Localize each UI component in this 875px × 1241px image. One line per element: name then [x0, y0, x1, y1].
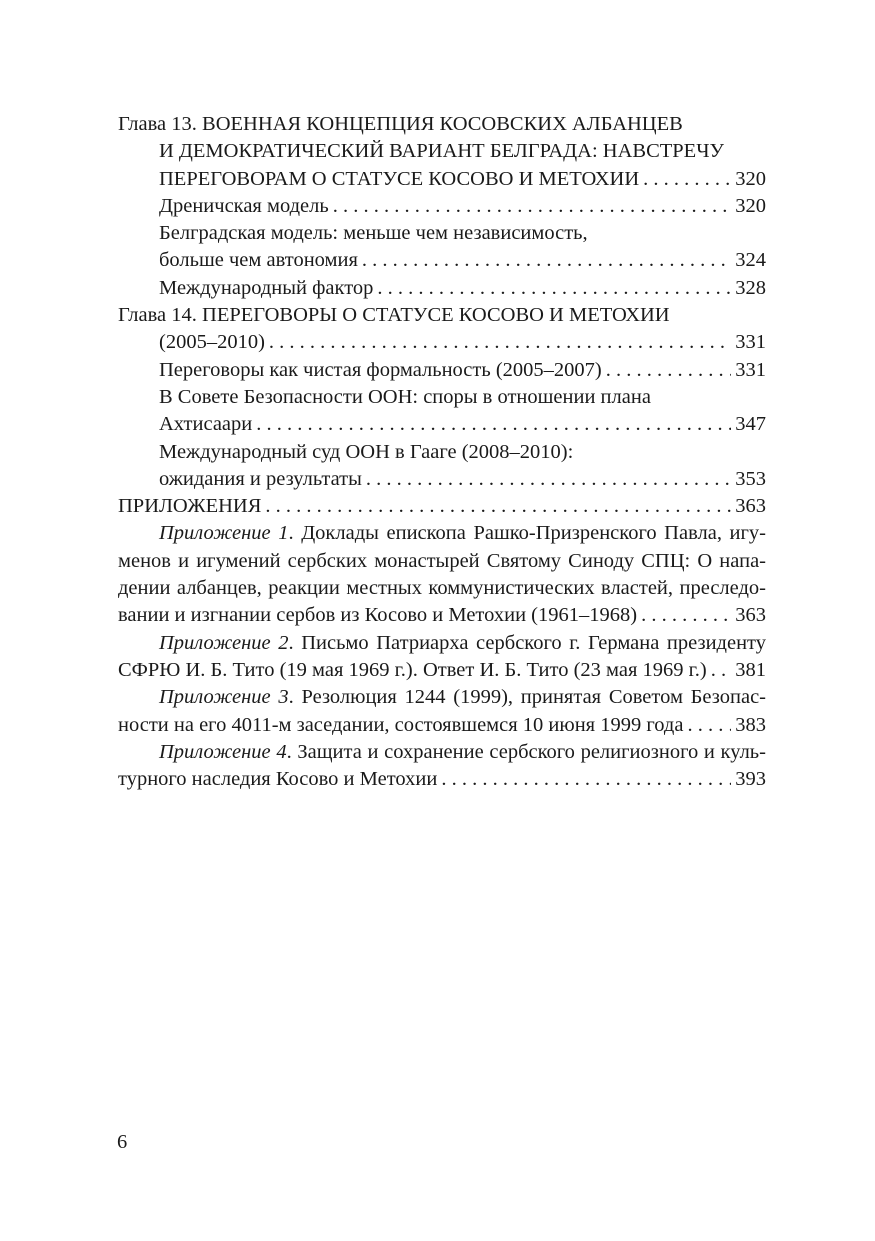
toc-entry-drenica-model[interactable] [118, 193, 766, 220]
dot-leader [362, 247, 731, 274]
chapter-13-title-end: ПЕРЕГОВОРАМ О СТАТУСЕ КОСОВО И МЕТОХИИ [159, 167, 640, 190]
entry-page: 381 [735, 658, 766, 681]
appendix-label: Приложение 4 [159, 740, 287, 763]
appendix-3-line-1[interactable]: Приложение 3. Резолюция 1244 (1999), принятая Советом Безопас- [159, 686, 766, 709]
dot-leader [641, 602, 731, 629]
appendix-1-line-2: менов и игумений сербских монастырей Святому Синоду СПЦ: О напа- [118, 549, 766, 572]
appendix-label: Приложение 2 [159, 631, 289, 654]
entry-title: Дреничская модель [159, 194, 329, 217]
entry-title: Международный фактор [159, 276, 374, 299]
entry-title: ожидания и результаты [159, 467, 362, 490]
toc-entry-security-council[interactable] [118, 411, 766, 438]
toc-entry-negotiations-formality[interactable] [118, 357, 766, 384]
toc-entry-belgrade-model[interactable] [118, 247, 766, 274]
chapter-13-title-line-3[interactable] [118, 166, 766, 193]
appendix-1-line-3: дении албанцев, реакции местных коммунистических властей, преследо- [118, 577, 766, 600]
chapter-13-title-line-1[interactable]: Глава 13. ВОЕННАЯ КОНЦЕПЦИЯ КОСОВСКИХ АЛБАНЦЕВ [118, 113, 683, 135]
appendix-label: Приложение 3 [159, 686, 289, 709]
dot-leader [441, 766, 731, 793]
entry-page: 328 [735, 276, 766, 299]
appendix-1-line-4[interactable] [118, 602, 766, 629]
appendix-4-line-1[interactable]: Приложение 4. Защита и сохранение сербского религиозного и куль- [159, 740, 766, 763]
entry-page: 363 [735, 604, 766, 627]
chapter-14-title-line-1[interactable]: Глава 14. ПЕРЕГОВОРЫ О СТАТУСЕ КОСОВО И МЕТОХИИ [118, 304, 670, 327]
entry-page: 331 [735, 358, 766, 381]
dot-leader [366, 466, 731, 493]
dot-leader [606, 357, 732, 384]
toc-entry-hague-court[interactable] [118, 466, 766, 493]
entry-page: 347 [735, 413, 766, 436]
entry-page: 324 [735, 249, 766, 272]
appendix-1-line-1[interactable]: Приложение 1. Доклады епископа Рашко-Призренского Павла, игу- [159, 522, 766, 545]
dot-leader [377, 275, 731, 302]
dot-leader [265, 493, 731, 520]
dot-leader [711, 657, 732, 684]
dot-leader [333, 193, 732, 220]
dot-leader [256, 411, 731, 438]
entry-page: 393 [735, 768, 766, 791]
entry-title: ПРИЛОЖЕНИЯ [118, 495, 262, 518]
appendix-2-line-2[interactable] [118, 657, 766, 684]
entry-page: 353 [735, 467, 766, 490]
entry-title: вании и изгнании сербов из Косово и Метохии (1961–1968) [118, 604, 638, 627]
appendix-2-line-1[interactable]: Приложение 2. Письмо Патриарха сербского г. Германа президенту [159, 631, 766, 654]
entry-title: Переговоры как чистая формальность (2005–2007) [159, 358, 602, 381]
appendix-label: Приложение 1 [159, 522, 289, 545]
entry-title: ности на его 4011-м заседании, состоявшемся 10 июня 1999 года [118, 713, 684, 736]
entry-title: Ахтисаари [159, 413, 253, 436]
toc-entry-security-council-line-1: В Совете Безопасности ООН: споры в отношении плана [159, 385, 651, 408]
entry-page: 363 [735, 495, 766, 518]
dot-leader [643, 166, 731, 193]
chapter-13-page: 320 [735, 167, 766, 190]
dot-leader [687, 712, 731, 739]
dot-leader [269, 329, 731, 356]
entry-title: турного наследия Косово и Метохии [118, 768, 438, 791]
entry-title: больше чем автономия [159, 249, 358, 272]
page-number: 6 [117, 1131, 128, 1153]
toc-entry-appendices[interactable] [118, 493, 766, 520]
toc-entry-international-factor[interactable] [118, 275, 766, 302]
appendix-4-line-2[interactable] [118, 766, 766, 793]
entry-page: 383 [735, 713, 766, 736]
chapter-14-title-end: (2005–2010) [159, 331, 265, 354]
chapter-14-title-line-2[interactable] [118, 329, 766, 356]
entry-page: 320 [735, 194, 766, 217]
toc-entry-hague-court-line-1: Международный суд ООН в Гааге (2008–2010): [159, 440, 574, 463]
chapter-13-title-line-2: И ДЕМОКРАТИЧЕСКИЙ ВАРИАНТ БЕЛГРАДА: НАВСТРЕЧУ [159, 140, 725, 163]
chapter-14-page: 331 [735, 331, 766, 354]
entry-title: СФРЮ И. Б. Тито (19 мая 1969 г.). Ответ И. Б. Тито (23 мая 1969 г.) [118, 658, 707, 681]
table-of-contents [118, 111, 766, 793]
toc-entry-belgrade-model-line-1: Белградская модель: меньше чем независимость, [159, 222, 588, 245]
appendix-3-line-2[interactable] [118, 712, 766, 739]
